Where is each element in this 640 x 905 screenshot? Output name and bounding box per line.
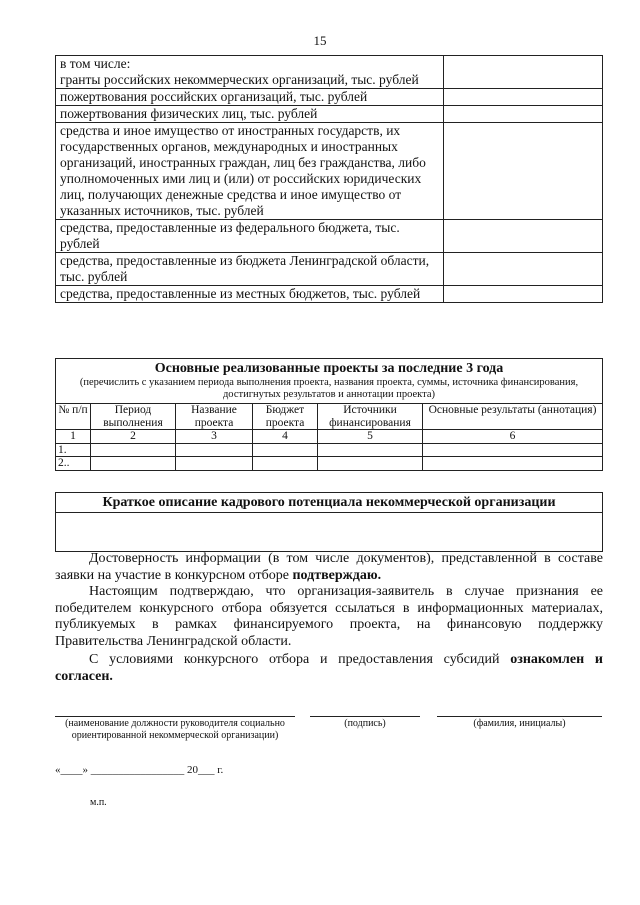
agreement-text: С условиями конкурсного отбора и предоставления субсидий [89,652,511,667]
agreement-bold: ознакомлен и согласен. [55,652,603,684]
confirmation-text: Достоверность информации (в том числе документов), представленной в составе заявки на участие в конкурсном отборе [55,551,603,583]
sign-caption: (подпись) [344,718,386,729]
table-cell[interactable] [253,443,318,457]
name-signature-line[interactable] [437,716,602,717]
column-number: 5 [318,430,423,444]
column-number: 4 [253,430,318,444]
position-caption: (наименование должности руководителя социально ориентированной некоммерческой организации) [65,718,285,741]
agreement-paragraph [55,652,603,685]
funding-row [56,89,603,106]
column-header: Основные результаты (аннотация) [423,404,603,430]
row-number: 1. [56,443,91,457]
table-cell[interactable] [423,457,603,471]
projects-subtitle: (перечислить с указанием периода выполнения проекта, названия проекта, суммы, источника финансирования, достигнутых результатов и аннотации проекта) [79,377,579,400]
column-header: Источники финансирования [318,404,423,430]
funding-value[interactable] [444,253,603,286]
column-header: Бюджет проекта [253,404,318,430]
obligation-paragraph: Настоящим подтверждаю, что организация-заявитель в случае признания ее победителем конкурсного отбора обязуется ссылаться в информационных материалах, публикуемых в рамках финансируемого проекта, на финансовую поддержку Правительства Ленинградской области. [55,584,603,649]
position-signature-line[interactable] [55,716,295,717]
column-number: 6 [423,430,603,444]
projects-title: Основные реализованные проекты за последние 3 года [154,361,504,376]
funding-value[interactable] [444,220,603,253]
staff-description-field[interactable] [56,513,603,552]
funding-value[interactable] [444,89,603,106]
page-number: 15 [313,33,327,48]
confirmation-bold: подтверждаю. [292,567,382,583]
table-cell[interactable] [91,457,176,471]
projects-column-headers [56,404,603,430]
row-number: 2.. [56,457,91,471]
funding-row [56,56,603,89]
column-header: № п/п [56,404,91,430]
projects-table-header [56,359,603,404]
funding-row [56,123,603,220]
table-cell[interactable] [423,443,603,457]
stamp-place: м.п. [90,797,107,808]
funding-value[interactable] [444,106,603,123]
column-header: Название проекта [176,404,253,430]
funding-row [56,286,603,303]
table-cell[interactable] [318,443,423,457]
funding-label: средства, предоставленные из местных бюджетов, тыс. рублей [56,286,444,303]
funding-label: средства, предоставленные из бюджета Ленинградской области, тыс. рублей [56,253,444,286]
funding-value[interactable] [444,286,603,303]
table-row [56,443,603,457]
table-cell[interactable] [176,457,253,471]
funding-label: пожертвования физических лиц, тыс. рублей [56,106,444,123]
staff-table [55,492,603,552]
table-cell[interactable] [176,443,253,457]
projects-table [55,358,603,471]
confirmation-paragraph [55,551,603,584]
name-caption: (фамилия, инициалы) [473,718,566,729]
projects-column-numbers [56,430,603,444]
column-header: Период выполнения [91,404,176,430]
staff-title: Краткое описание кадрового потенциала некоммерческой организации [56,493,603,513]
table-cell[interactable] [318,457,423,471]
funding-label: в том числе: гранты российских некоммерческих организаций, тыс. рублей [56,56,444,89]
sign-signature-line[interactable] [310,716,420,717]
funding-row [56,220,603,253]
date-line: «____» _________________ 20___ г. [55,764,224,776]
table-cell[interactable] [91,443,176,457]
table-row [56,457,603,471]
table-cell[interactable] [253,457,318,471]
funding-value[interactable] [444,56,603,89]
funding-label: пожертвования российских организаций, тыс. рублей [56,89,444,106]
column-number: 3 [176,430,253,444]
funding-row [56,253,603,286]
funding-value[interactable] [444,123,603,220]
funding-label: средства, предоставленные из федерального бюджета, тыс. рублей [56,220,444,253]
funding-row [56,106,603,123]
funding-label: средства и иное имущество от иностранных государств, их государственных органов, международных и иностранных организаций, иностранных граждан, лиц без гражданства, либо уполномоченных ими лиц и (или) от российских юридических лиц, получающих денежные средства и иное имущество от указанных источников, тыс. рублей [56,123,444,220]
funding-sources-table [55,55,603,303]
column-number: 1 [56,430,91,444]
column-number: 2 [91,430,176,444]
